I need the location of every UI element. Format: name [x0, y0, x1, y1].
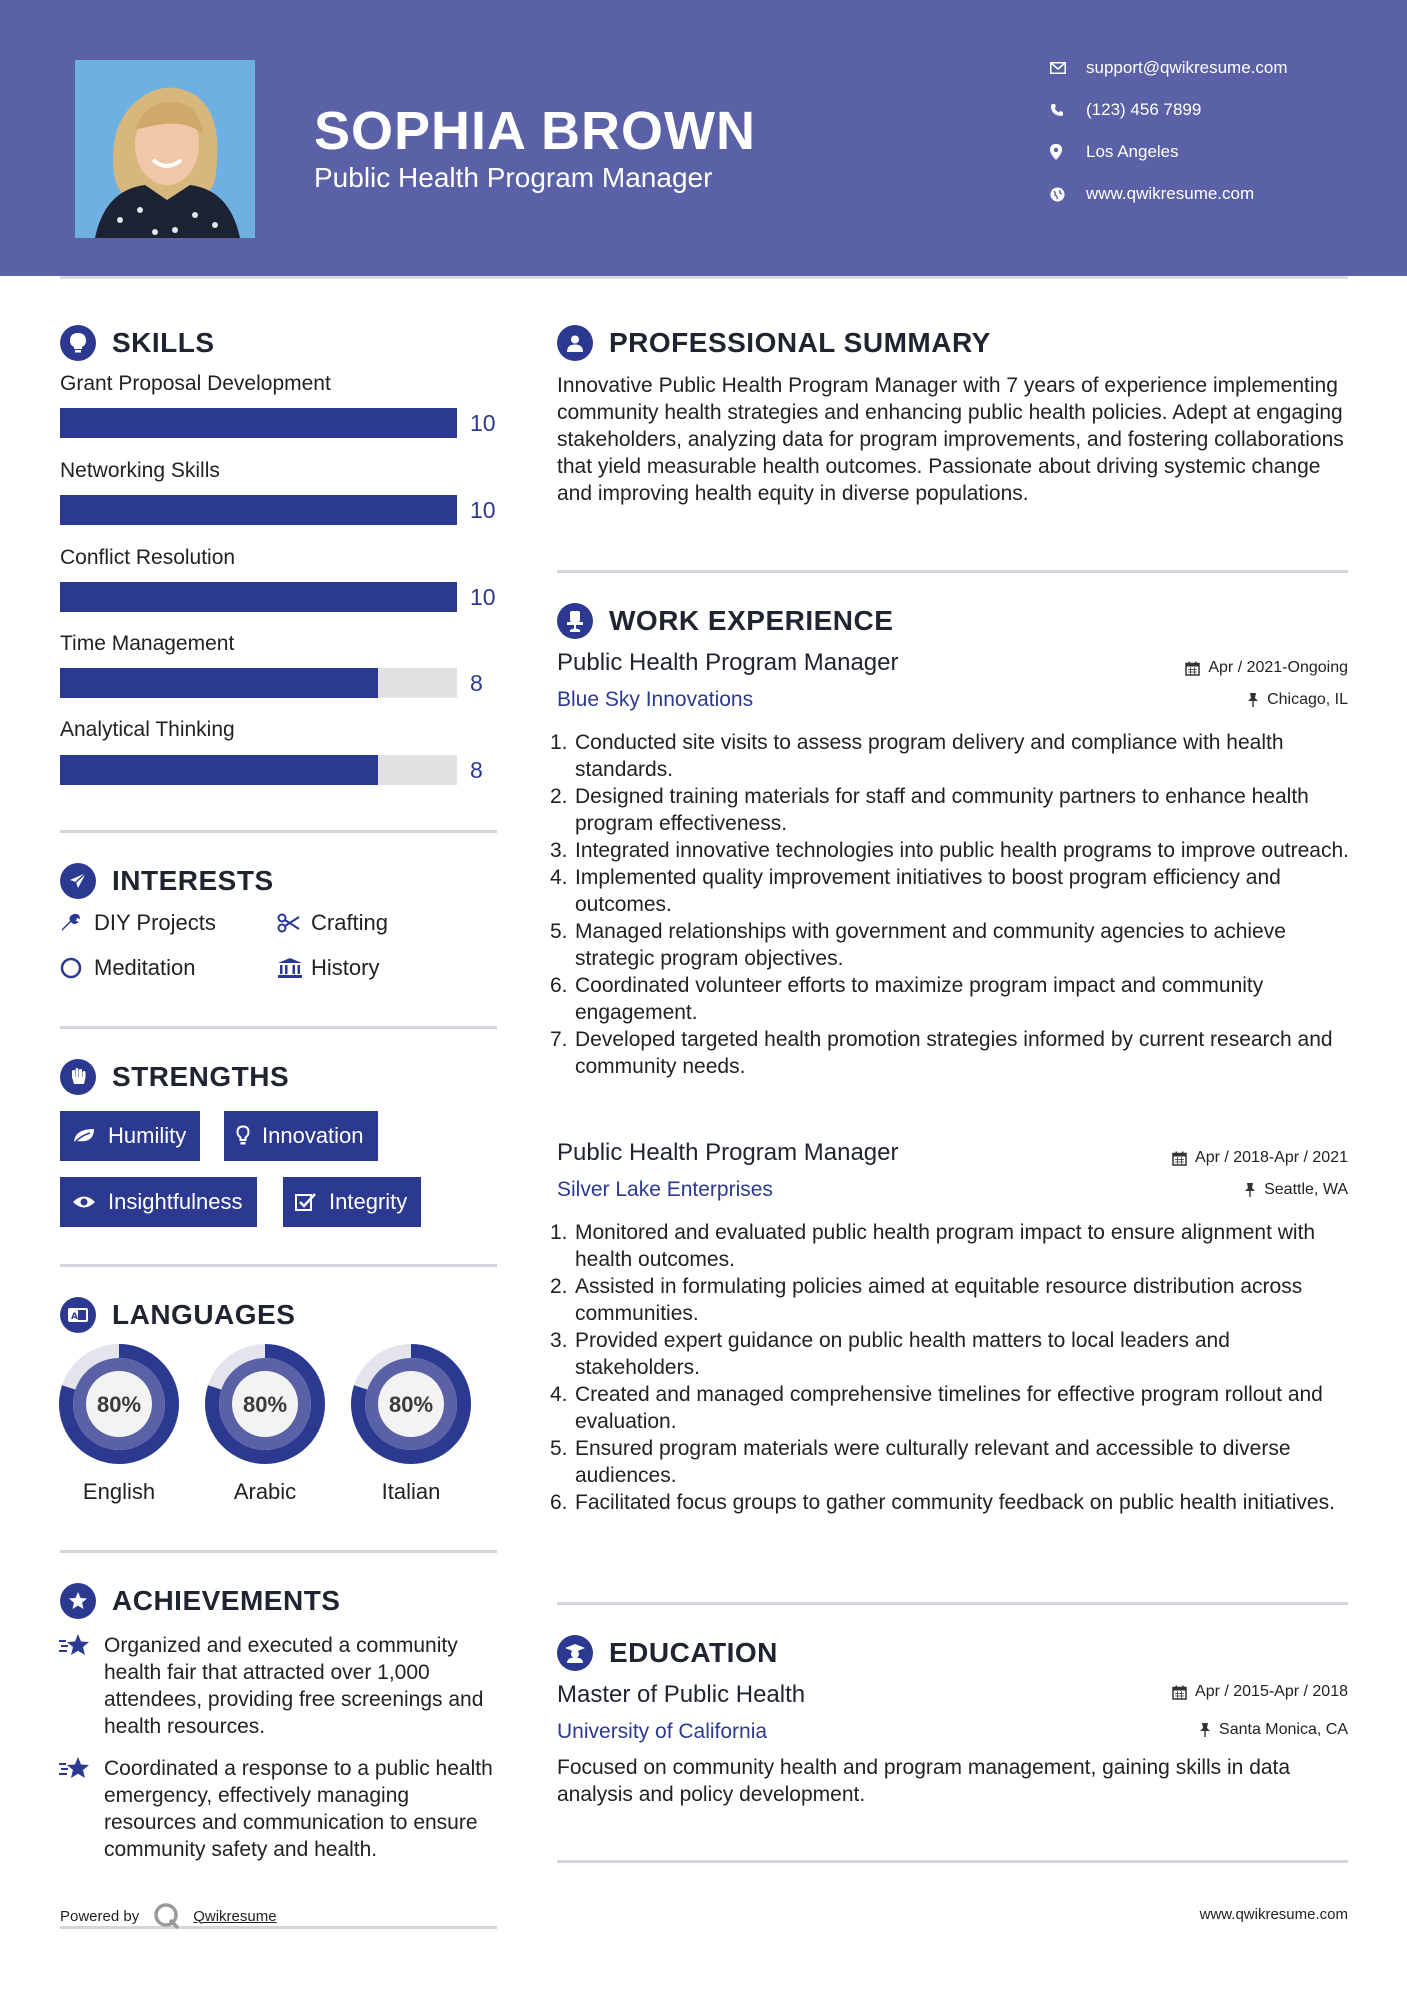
education-title: EDUCATION: [609, 1637, 778, 1668]
phone-icon: [1050, 103, 1086, 117]
fist-icon: [60, 1059, 96, 1095]
skill-label: Time Management: [60, 632, 235, 655]
list-item: 3. Integrated innovative technologies into public health programs to improve outreach.: [550, 839, 1349, 862]
skill-bar-fill: [60, 668, 378, 698]
wrench-icon: [60, 912, 94, 934]
section-divider: [557, 1602, 1348, 1605]
eye-icon: [72, 1194, 96, 1210]
qwikresume-logo-icon: [153, 1902, 181, 1930]
interest-item: [60, 910, 216, 936]
language-name: Italian: [381, 1479, 441, 1504]
list-item: 1. Monitored and evaluated public health program impact to ensure alignment with health outcomes.: [550, 1221, 1316, 1271]
interest-label: Crafting: [311, 910, 389, 935]
strengths-heading: [60, 1059, 289, 1095]
star-badge-icon: [60, 1583, 96, 1619]
lightbulb-icon: [236, 1125, 250, 1147]
scissors-icon: [277, 913, 311, 933]
list-item: 1. Conducted site visits to assess program delivery and compliance with health standards.: [550, 731, 1284, 781]
company-name: Blue Sky Innovations: [557, 688, 754, 711]
languages-title: LANGUAGES: [112, 1299, 296, 1330]
language-percent: 80%: [96, 1392, 142, 1417]
experience-title: WORK EXPERIENCE: [609, 605, 894, 636]
contact-website[interactable]: [1050, 184, 1254, 204]
company-name: Silver Lake Enterprises: [557, 1178, 773, 1201]
interest-item: [277, 955, 379, 981]
list-item: 7. Developed targeted health promotion strategies informed by current research and community needs.: [550, 1028, 1333, 1078]
contact-location-text: Los Angeles: [1086, 142, 1179, 161]
language-percent: 80%: [388, 1392, 434, 1417]
museum-icon: [277, 957, 311, 979]
job-location: [1244, 1181, 1348, 1199]
education-location: [1199, 1721, 1348, 1739]
education-location-text: Santa Monica, CA: [1219, 1721, 1348, 1738]
section-divider: [60, 1026, 497, 1029]
skill-bar: [60, 582, 457, 612]
skill-bar-fill: [60, 495, 457, 525]
strength-tag: [60, 1111, 200, 1161]
skill-bar-fill: [60, 755, 378, 785]
job-title: Public Health Program Manager: [557, 649, 899, 676]
contact-email-text: support@qwikresume.com: [1086, 58, 1288, 77]
skill-label: Networking Skills: [60, 459, 220, 482]
contact-email[interactable]: [1050, 58, 1288, 78]
strength-label: Integrity: [329, 1189, 408, 1214]
list-item: 5. Ensured program materials were culturally relevant and accessible to diverse audiences.: [550, 1437, 1291, 1487]
skill-bar: [60, 408, 457, 438]
skill-bar: [60, 495, 457, 525]
interest-label: History: [311, 955, 380, 980]
skill-bar-fill: [60, 408, 457, 438]
powered-by-text: Powered by: [60, 1907, 140, 1925]
skill-label: Grant Proposal Development: [60, 372, 331, 395]
brand-link[interactable]: Qwikresume: [193, 1907, 277, 1925]
star-icon: [58, 1756, 92, 1787]
contact-location: [1050, 142, 1179, 162]
language-ring: [58, 1343, 180, 1465]
interests-heading: [60, 863, 274, 899]
strength-label: Innovation: [262, 1123, 364, 1148]
experience-heading: [557, 603, 893, 639]
language-ring: [204, 1343, 326, 1465]
job-location-text: Seattle, WA: [1264, 1181, 1348, 1198]
skill-label: Conflict Resolution: [60, 546, 236, 569]
job-dates-text: Apr / 2018-Apr / 2021: [1195, 1149, 1348, 1166]
section-divider: [60, 1264, 497, 1267]
job-responsibilities: [550, 729, 1350, 1080]
contact-website-text: www.qwikresume.com: [1086, 184, 1255, 203]
map-pin-icon: [1050, 144, 1086, 160]
leaf-icon: [72, 1127, 96, 1145]
circle-icon: [60, 957, 94, 979]
section-divider: [60, 830, 497, 833]
achievement-text: Coordinated a response to a public health emergency, effectively managing resources and communication to ensure community safety and health.: [104, 1757, 493, 1861]
education-description: Focused on community health and program management, gaining skills in data analysis and policy development.: [557, 1756, 1291, 1806]
skill-label: Analytical Thinking: [60, 718, 235, 741]
language-ring: [350, 1343, 472, 1465]
footer-website[interactable]: www.qwikresume.com: [1199, 1906, 1348, 1923]
strengths-title: STRENGTHS: [112, 1061, 290, 1092]
education-dates-text: Apr / 2015-Apr / 2018: [1195, 1683, 1348, 1700]
interests-title: INTERESTS: [112, 865, 274, 896]
skill-value: 10: [470, 410, 496, 436]
pushpin-icon: [1247, 692, 1259, 708]
job-location-text: Chicago, IL: [1267, 691, 1348, 708]
list-item: 5. Managed relationships with government and community agencies to achieve strategic program objectives.: [550, 920, 1286, 970]
translate-icon: [60, 1297, 96, 1333]
lightbulb-icon: [60, 325, 96, 361]
achievements-heading: [60, 1583, 340, 1619]
job-dates: [1172, 1149, 1348, 1167]
list-item: 2. Designed training materials for staff and community partners to enhance health program effectiveness.: [550, 785, 1309, 835]
user-icon: [557, 325, 593, 361]
summary-text: Innovative Public Health Program Manager with 7 years of experience implementing community health strategies and enhancing public health policies. Adept at engaging stakeholders, analyzing data for program improvements, and fostering collaborations that yield measurable health outcomes. Passionate about driving systemic change and improving health equity in diverse populations.: [557, 374, 1344, 505]
job-dates-text: Apr / 2021-Ongoing: [1208, 659, 1348, 676]
list-item: 6. Coordinated volunteer efforts to maximize program impact and community engagement.: [550, 974, 1264, 1024]
svg-text:A: A: [71, 1312, 78, 1322]
skill-value: 8: [470, 757, 483, 783]
contact-phone-text: (123) 456 7899: [1086, 100, 1202, 119]
job-dates: [1185, 659, 1348, 677]
language-name: English: [82, 1479, 156, 1504]
candidate-name: SOPHIA BROWN: [314, 101, 756, 161]
powered-by: [60, 1902, 277, 1930]
checkbox-icon: [295, 1192, 317, 1212]
achievements-title: ACHIEVEMENTS: [112, 1585, 341, 1616]
interest-item: [60, 955, 196, 981]
interest-label: Meditation: [94, 955, 196, 980]
profile-photo: [75, 60, 255, 238]
strength-tag: [224, 1111, 378, 1161]
globe-icon: [1050, 187, 1086, 202]
school-name: University of California: [557, 1720, 768, 1743]
skill-value: 10: [470, 497, 496, 523]
pushpin-icon: [1199, 1722, 1211, 1738]
skills-title: SKILLS: [112, 327, 215, 358]
interest-item: [277, 910, 388, 936]
paper-plane-icon: [60, 863, 96, 899]
languages-heading: [60, 1297, 295, 1333]
job-title: Public Health Program Manager: [557, 1139, 899, 1166]
skill-bar-fill: [60, 582, 457, 612]
skill-bar: [60, 668, 457, 698]
education-dates: [1172, 1683, 1348, 1701]
skill-value: 10: [470, 584, 496, 610]
list-item: 2. Assisted in formulating policies aimed at equitable resource distribution across communities.: [550, 1275, 1303, 1325]
skill-bar: [60, 755, 457, 785]
degree-title: Master of Public Health: [557, 1681, 806, 1708]
summary-heading: [557, 325, 991, 361]
chair-icon: [557, 603, 593, 639]
job-responsibilities: [550, 1219, 1350, 1516]
calendar-icon: [1172, 1685, 1187, 1700]
list-item: 6. Facilitated focus groups to gather community feedback on public health initiatives.: [550, 1491, 1335, 1514]
strength-tag: [283, 1177, 421, 1227]
section-divider: [557, 570, 1348, 573]
list-item: 4. Implemented quality improvement initiatives to boost program efficiency and outcomes.: [550, 866, 1281, 916]
job-location: [1247, 691, 1348, 709]
list-item: 3. Provided expert guidance on public health matters to local leaders and stakeholders.: [550, 1329, 1230, 1379]
language-name: Arabic: [233, 1479, 297, 1504]
resume-header: [0, 0, 1407, 276]
achievement-text: Organized and executed a community health fair that attracted over 1,000 attendees, providing free screenings and health resources.: [104, 1634, 484, 1738]
section-divider: [60, 1550, 497, 1553]
section-divider: [557, 1860, 1348, 1863]
skills-heading: [60, 325, 215, 361]
skill-value: 8: [470, 670, 483, 696]
interest-label: DIY Projects: [94, 910, 216, 935]
star-icon: [58, 1633, 92, 1664]
list-item: 4. Created and managed comprehensive timelines for effective program rollout and evaluation.: [550, 1383, 1323, 1433]
graduate-icon: [557, 1635, 593, 1671]
strength-label: Humility: [108, 1123, 187, 1148]
candidate-title: Public Health Program Manager: [314, 162, 713, 193]
envelope-icon: [1050, 62, 1086, 74]
language-percent: 80%: [242, 1392, 288, 1417]
calendar-icon: [1185, 661, 1200, 676]
pushpin-icon: [1244, 1182, 1256, 1198]
strength-label: Insightfulness: [108, 1189, 243, 1214]
calendar-icon: [1172, 1151, 1187, 1166]
header-divider: [60, 276, 1348, 279]
strength-tag: [60, 1177, 257, 1227]
contact-phone[interactable]: [1050, 100, 1201, 120]
education-heading: [557, 1635, 778, 1671]
summary-title: PROFESSIONAL SUMMARY: [609, 327, 991, 358]
